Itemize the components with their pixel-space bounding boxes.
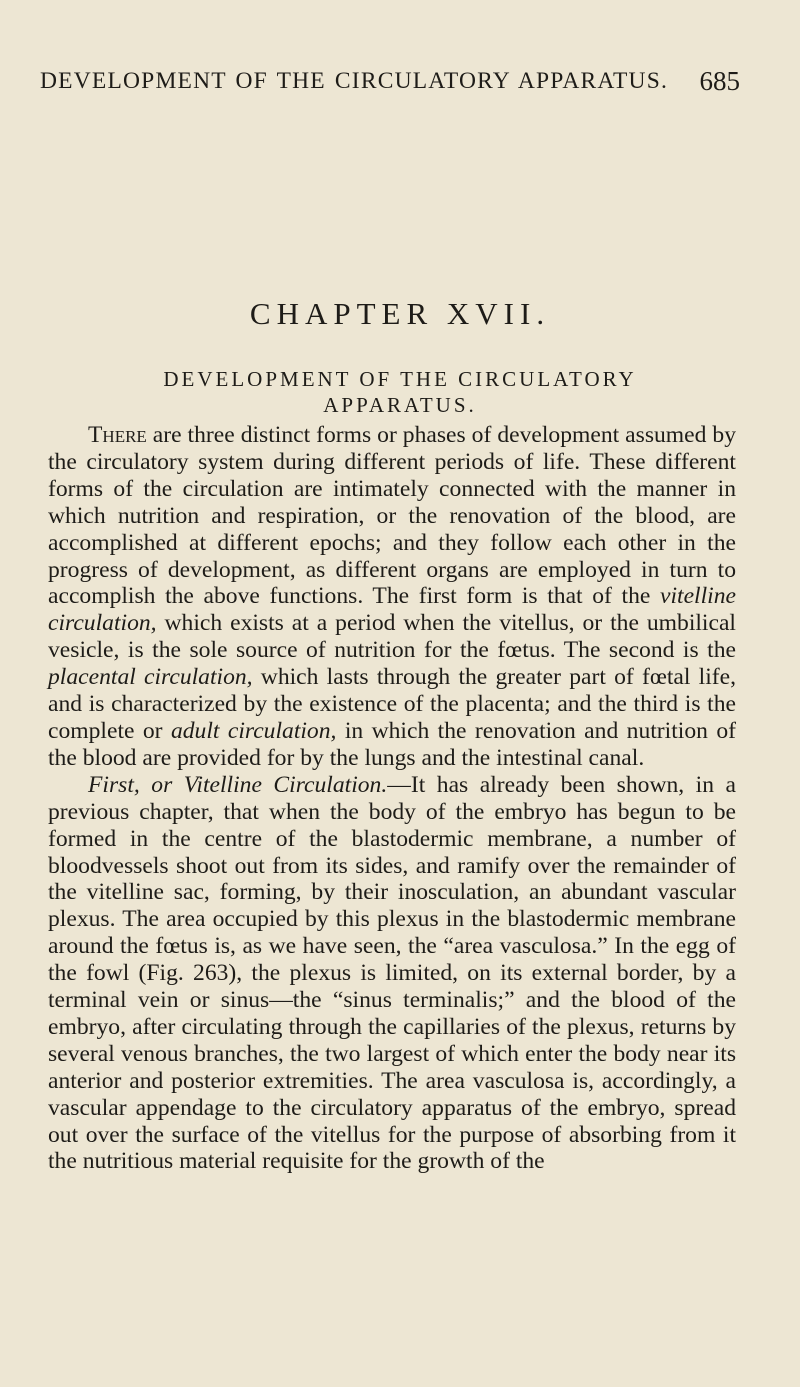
chapter-title: [40, 366, 760, 418]
chapter-title-line-1: DEVELOPMENT OF THE CIRCULATORY: [163, 367, 637, 391]
paragraph-vitelline: [48, 772, 736, 1176]
chapter-title-line-2: APPARATUS.: [323, 393, 477, 417]
paragraph-intro-text-1: are three distinct forms or phases of development assumed by the circulatory system during different periods of life. These different forms of the circulation are intimately connected with the manner in which nutrition and respiration, or the renovation of the blood, are accomplished at different epochs; and they follow each other in the progress of development, as different organs are employed in turn to accomplish the above functions. The first form is that of the: [48, 422, 736, 610]
paragraph-intro-text-3: which lasts through the greater part of fœtal life, and is characterized by the existence of the placenta; and the third is the complete or: [48, 664, 736, 744]
term-vitelline: vitelline circulation,: [48, 583, 736, 637]
lead-word: There: [88, 422, 147, 448]
paragraph-intro: [48, 422, 736, 772]
chapter-number: CHAPTER XVII.: [249, 296, 551, 331]
term-placental: placental circulation,: [48, 664, 253, 691]
paragraph-intro-text-4: in which the renovation and nutrition of the blood are provided for by the lungs and the intestinal canal.: [48, 717, 736, 771]
section-heading-vitelline: First, or Vitelline Circulation.: [88, 771, 388, 798]
running-head: [40, 68, 740, 102]
running-title: DEVELOPMENT OF THE CIRCULATORY APPARATUS.: [40, 68, 669, 94]
paragraph-vitelline-text: —It has already been shown, in a previous chapter, that when the body of the embryo has begun to be formed in the centre of the blastodermic membrane, a number of bloodvessels shoot out from its sides, and ramify over the remainder of the vitelline sac, forming, by their inosculation, an abundant vascular plexus. The area occupied by this plexus in the blastodermic membrane around the fœtus is, as we have seen, the “area vasculosa.” In the egg of the fowl (Fig. 263), the plexus is limited, on its external border, by a terminal vein or sinus—the “sinus terminalis;” and the blood of the embryo, after circulating through the capillaries of the plexus, returns by several venous branches, the two largest of which enter the body near its anterior and posterior extremities. The area vasculosa is, accordingly, a vascular appendage to the circulatory apparatus of the embryo, spread out over the surface of the vitellus for the purpose of absorbing from it the nutritious material requisite for the growth of the: [48, 771, 736, 1175]
term-adult: adult circulation,: [170, 717, 337, 744]
page-number: 685: [699, 66, 740, 96]
paragraph-intro-text-2: which exists at a period when the vitellus, or the umbilical vesicle, is the sole source of nutrition for the fœtus. The second is the: [48, 610, 736, 664]
body-text: [48, 422, 736, 1175]
